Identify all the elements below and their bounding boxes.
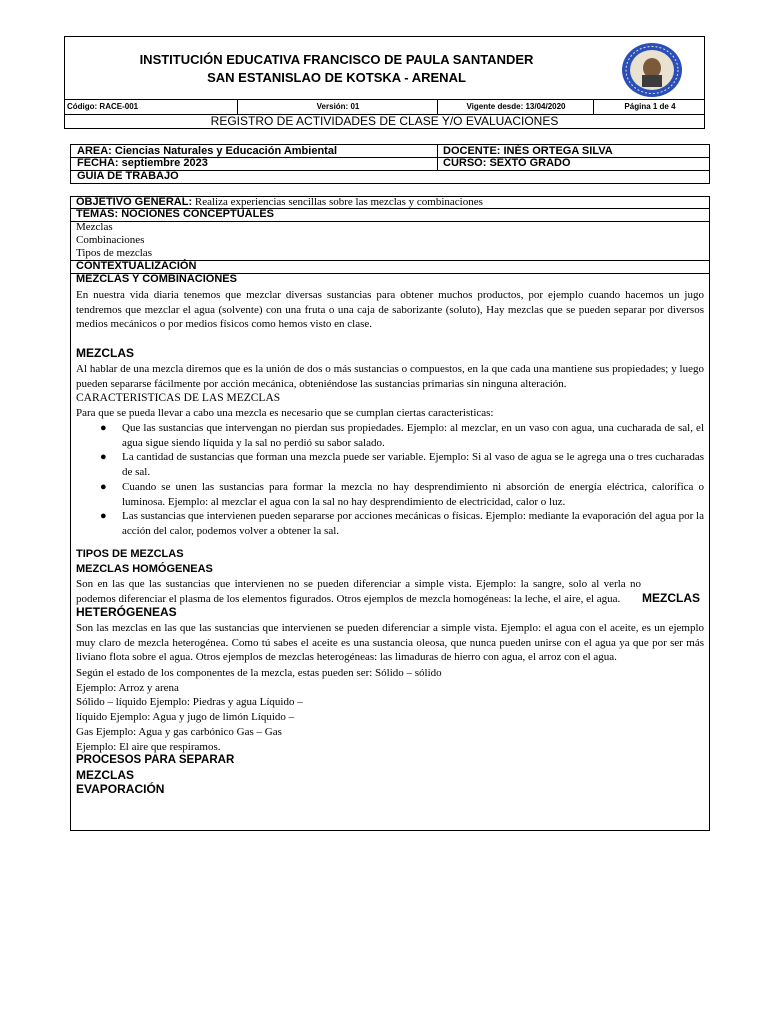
evaporacion-title: EVAPORACIÓN bbox=[76, 782, 165, 796]
list-item: ● La cantidad de sustancias que forman una mezcla puede ser variable. Ejemplo: Si al vaso de agua se le agrega una o tres cucharadas de sal. bbox=[100, 451, 704, 479]
topics-list bbox=[76, 221, 152, 260]
list-item: Según el estado de los componentes de la mezcla, estas pueden ser: Sólido – sólido bbox=[76, 667, 442, 679]
objective-text: Realiza experiencias sencillas sobre las mezclas y combinaciones bbox=[192, 196, 483, 208]
list-item: Tipos de mezclas bbox=[76, 247, 152, 259]
document-valid-from: Vigente desde: 13/04/2020 bbox=[437, 100, 594, 114]
course-field: CURSO: SEXTO GRADO bbox=[443, 157, 571, 169]
date-field: FECHA: septiembre 2023 bbox=[77, 157, 208, 169]
list-item: Ejemplo: El aire que respiramos. bbox=[76, 740, 221, 753]
heterogeneas-title-b: HETERÓGENEAS bbox=[76, 605, 177, 619]
mezclas-definition: Al hablar de una mezcla diremos que es la unión de dos o más sustancias o compuestos, en la que cada una mantiene sus propiedades; y luego pueden separarse fácilmente por acción mecánica, obteniéndose las sustancias primarias sin ninguna alteración. bbox=[76, 363, 704, 390]
heterogeneas-title-a: MEZCLAS bbox=[642, 591, 700, 605]
context-intro: En nuestra vida diaria tenemos que mezclar diversas sustancias para obtener muchos productos, por ejemplo cuando hacemos un jugo tendremos que mezclar el agua (solvente) con una fruta o una caja de saborizante (soluto), Hay mezclas que se pueden separar por diversos medios mecánicos o por medios físicos como hemos visto en clase. bbox=[76, 289, 704, 331]
characteristics-list bbox=[76, 421, 704, 539]
procesos-subtitle: MEZCLAS bbox=[76, 768, 134, 782]
teacher-field: DOCENTE: INÉS ORTEGA SILVA bbox=[443, 145, 613, 157]
bullet-icon: ● bbox=[100, 480, 107, 493]
document-header bbox=[64, 36, 705, 100]
characteristics-intro: Para que se pueda llevar a cabo una mezcla es necesario que se cumplan ciertas caracteristicas: bbox=[76, 407, 494, 419]
topics-label: TEMAS: NOCIONES CONCEPTUALES bbox=[76, 208, 275, 220]
document-meta-row bbox=[64, 100, 705, 115]
tipos-title: TIPOS DE MEZCLAS bbox=[76, 548, 184, 560]
list-item: Combinaciones bbox=[76, 234, 145, 246]
bullet-icon: ● bbox=[100, 510, 107, 523]
bullet-icon: ● bbox=[100, 422, 107, 434]
document-version: Versión: 01 bbox=[237, 100, 438, 114]
characteristics-title: CARACTERISTICAS DE LAS MEZCLAS bbox=[76, 392, 281, 404]
list-item: Ejemplo: Arroz y arena bbox=[76, 681, 179, 694]
homogeneas-text: Son en las que las sustancias que intervienen no se pueden diferenciar a simple vista. Ejemplo: la sangre, solo al verla no podemos diferenciar el plasma de los elementos figurados. Otros ejemplos de mezcla homogéneas: la leche, el aire, el agua. bbox=[76, 578, 641, 605]
document-code: Código: RACE-001 bbox=[67, 102, 139, 111]
homogeneas-title: MEZCLAS HOMÓGENEAS bbox=[76, 563, 213, 575]
heterogeneas-text: Son las mezclas en las que las sustancias que intervienen se pueden diferenciar a simple vista. Ejemplo: el agua con el aceite, es un ejemplo muy claro de mezcla heterogénea. Como tú sabes el aceite es una sustancia oleosa, que nunca pueden unirse con el agua ya que por ser más liviano flota sobre el agua. Otros ejemplos de mezclas heterogéneas: las limaduras de hierro con agua, el arroz con el agua. bbox=[76, 622, 704, 664]
list-item: líquido Ejemplo: Agua y jugo de limón Líquido – bbox=[76, 711, 295, 724]
list-item: Mezclas bbox=[76, 221, 113, 233]
institution-location: SAN ESTANISLAO DE KOTSKA - ARENAL bbox=[207, 70, 466, 85]
register-title: REGISTRO DE ACTIVIDADES DE CLASE Y/O EVALUACIONES bbox=[64, 114, 705, 129]
bullet-icon: ● bbox=[100, 451, 107, 464]
procesos-title: PROCESOS PARA SEPARAR bbox=[76, 754, 235, 766]
states-list bbox=[76, 666, 442, 754]
list-item: ● Cuando se unen las sustancias para formar la mezcla no hay desprendimiento ni absorción de energía eléctrica, calorífica o luminosa. Ejemplo: al mezclar el agua con la sal no hay desprendimiento de electricidad, calor o luz. bbox=[100, 480, 704, 508]
guide-label: GUIA DE TRABAJO bbox=[77, 170, 179, 182]
mezclas-title: MEZCLAS bbox=[76, 346, 134, 360]
list-item: ● Que las sustancias que intervengan no pierdan sus propiedades. Ejemplo: al mezclar, en un vaso con agua, una cucharada de sal, el agua sigue siendo líquida y la sal no perdió su sabor salado. bbox=[100, 422, 704, 449]
context-subtitle: MEZCLAS Y COMBINACIONES bbox=[76, 273, 237, 285]
context-label: CONTEXTUALIZACIÓN bbox=[76, 260, 197, 272]
document-page-number: Página 1 de 4 bbox=[593, 100, 706, 114]
area-field: AREA: Ciencias Naturales y Educación Ambiental bbox=[77, 145, 337, 157]
school-seal-icon bbox=[620, 41, 684, 99]
institution-name: INSTITUCIÓN EDUCATIVA FRANCISCO DE PAULA SANTANDER bbox=[139, 52, 534, 67]
list-item: ● Las sustancias que intervienen pueden separarse por acciones mecánicas o físicas. Ejemplo: mediante la evaporación del agua por la acción del calor, podemos volver a obtener la sal. bbox=[100, 510, 704, 537]
list-item: Gas Ejemplo: Agua y gas carbónico Gas – Gas bbox=[76, 725, 282, 738]
info-table bbox=[70, 144, 710, 184]
objective-label: OBJETIVO GENERAL: bbox=[76, 196, 193, 208]
list-item: Sólido – líquido Ejemplo: Piedras y agua Líquido – bbox=[76, 696, 303, 709]
